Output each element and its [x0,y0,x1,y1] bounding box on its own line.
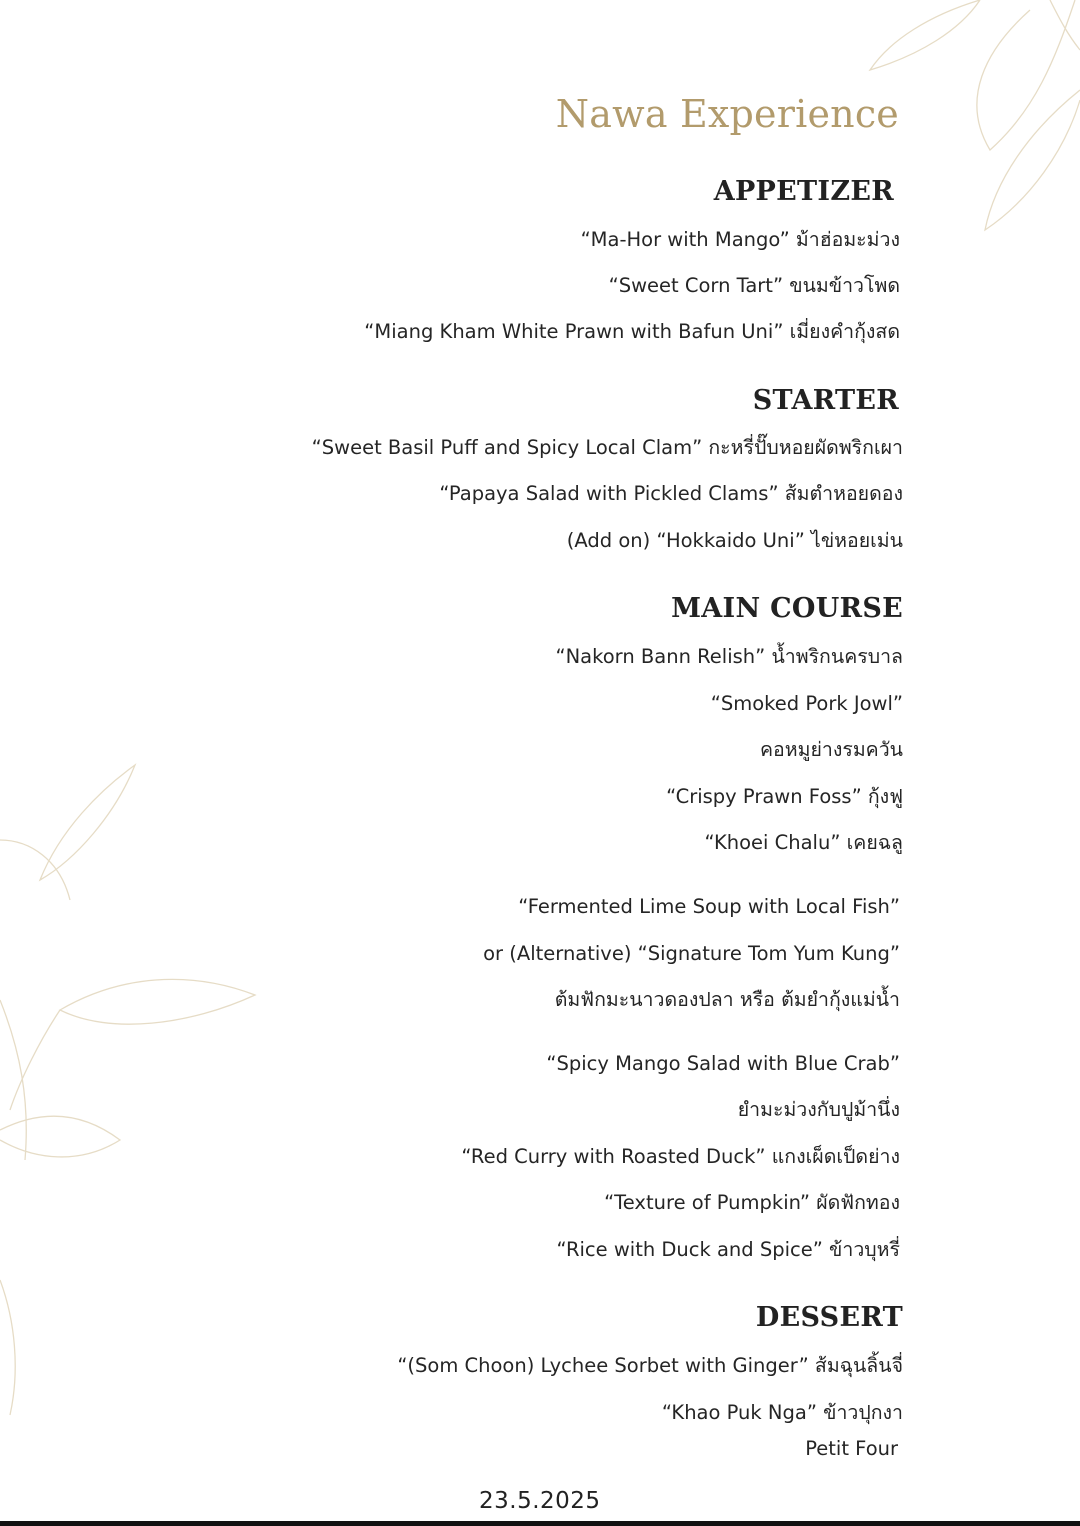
menu-item: “Khoei Chalu” เคยฉลู [704,831,903,854]
bottom-border [0,1521,1080,1526]
menu-item: “Smoked Pork Jowl” [710,692,903,715]
section-heading-starter: STARTER [752,385,899,416]
menu-item: “Ma-Hor with Mango” ม้าฮ่อมะม่วง [580,228,900,251]
menu-item: “Spicy Mango Salad with Blue Crab” [546,1052,900,1075]
menu-item: “Fermented Lime Soup with Local Fish” [518,895,900,918]
menu-item: “Khao Puk Nga” ข้าวปุกงา [661,1401,903,1424]
menu-item: “Crispy Prawn Foss” กุ้งฟู [666,785,903,808]
section-heading-dessert: DESSERT [755,1302,903,1333]
menu-item: คอหมูย่างรมควัน [759,738,903,761]
menu-item: Petit Four [805,1437,898,1460]
section-heading-appetizer: APPETIZER [713,176,894,207]
menu-item: (Add on) “Hokkaido Uni” ไข่หอยเม่น [566,529,903,552]
menu-item: “(Som Choon) Lychee Sorbet with Ginger” ส้มฉุนลิ้นจี่ [397,1354,903,1377]
menu-date: 23.5.2025 [479,1488,601,1514]
menu-title: Nawa Experience [555,92,899,136]
menu-item: “Miang Kham White Prawn with Bafun Uni” เมี่ยงคำกุ้งสด [364,320,900,343]
menu-item: “Rice with Duck and Spice” ข้าวบุหรี่ [556,1238,900,1261]
menu-item: ต้มฟักมะนาวดองปลา หรือ ต้มยำกุ้งแม่น้ำ [554,988,900,1011]
section-heading-main-course: MAIN COURSE [671,593,903,624]
menu-item: “Sweet Corn Tart” ขนมข้าวโพด [608,274,900,297]
menu-item: “Nakorn Bann Relish” น้ำพริกนครบาล [555,645,903,668]
menu-item: “Papaya Salad with Pickled Clams” ส้มตำหอยดอง [439,482,903,505]
menu-item: ยำมะม่วงกับปูม้านึ่ง [737,1098,900,1121]
menu-item: “Red Curry with Roasted Duck” แกงเผ็ดเป็ดย่าง [461,1145,900,1168]
menu-item: “Texture of Pumpkin” ผัดฟักทอง [604,1191,900,1214]
menu-item: or (Alternative) “Signature Tom Yum Kung” [483,942,900,965]
menu-item: “Sweet Basil Puff and Spicy Local Clam” กะหรี่ปั๊บหอยผัดพริกเผา [311,436,903,459]
